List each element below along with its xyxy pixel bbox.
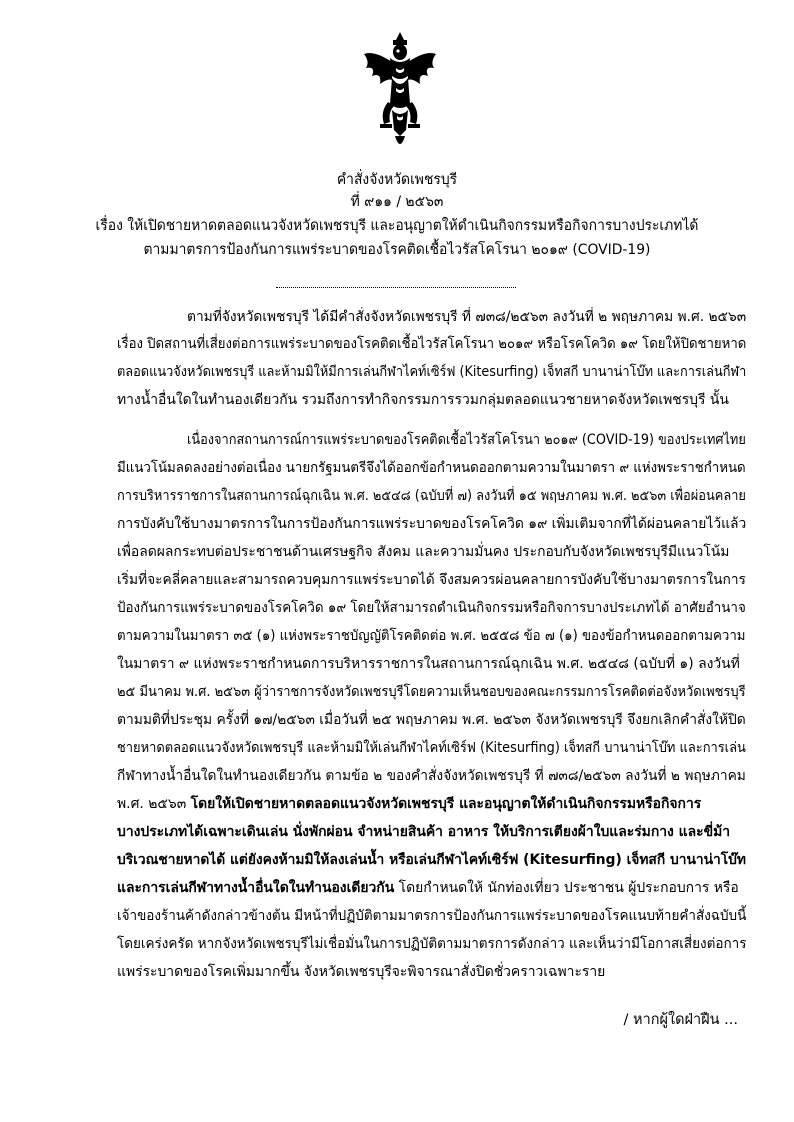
paragraph-2-line: เจ้าของร้านค้าดังกล่าวข้างต้น มีหน้าที่ปฏิบัติตามมาตรการป้องกันการแพร่ระบาดของโรคแนบท้ายคำสั่งฉบับนี้ (117, 908, 747, 924)
paragraph-2-bold-text: โดยให้เปิดชายหาดตลอดแนวจังหวัดเพชรบุรี และอนุญาตให้ดำเนินกิจกรรมหรือกิจการ (190, 796, 702, 812)
paragraph-1-line: ตามที่จังหวัดเพชรบุรี ได้มีคำสั่งจังหวัดเพชรบุรี ที่ ๗๓๘/๒๕๖๓ ลงวันที่ ๒ พฤษภาคม พ.ศ. ๒๕๖๓ (187, 309, 747, 325)
continuation-note: / หากผู้ใดฝ่าฝืน ... (623, 1012, 738, 1028)
subject-line-2: ตามมาตรการป้องกันการแพร่ระบาดของโรคติดเชื้อไวรัสโคโรนา ๒๐๑๙ (COVID-19) (143, 242, 651, 258)
paragraph-2-line: ๒๕ มีนาคม พ.ศ. ๒๕๖๓ ผู้ว่าราชการจังหวัดเพชรบุรีโดยความเห็นชอบของคณะกรรมการโรคติดต่อจังหวัดเพชรบุรี (117, 684, 746, 700)
paragraph-2-bold-line: บริเวณชายหาดได้ แต่ยังคงห้ามมิให้ลงเล่นน้ำ หรือเล่นกีฬาไคท์เซิร์ฟ (Kitesurfing) เจ็ทสกี บานาน่าโบ๊ท (117, 852, 747, 868)
paragraph-2-line: เริ่มที่จะคลี่คลายและสามารถควบคุมการแพร่ระบาดได้ จึงสมควรผ่อนคลายการบังคับใช้บางมาตรการในการ (117, 572, 746, 588)
paragraph-2-line: เนื่องจากสถานการณ์การแพร่ระบาดของโรคติดเชื้อไวรัสโคโรนา ๒๐๑๙ (COVID-19) ของประเทศไทย (187, 432, 746, 448)
paragraph-2-line: ป้องกันการแพร่ระบาดของโรคโควิด ๑๙ โดยให้สามารถดำเนินกิจกรรมหรือกิจการบางประเภทได้ อาศัยอำนาจ (117, 600, 746, 616)
paragraph-1-line: ตลอดแนวจังหวัดเพชรบุรี และห้ามมิให้มีการเล่นกีฬาไคท์เซิร์ฟ (Kitesurfing) เจ็ทสกี บานาน่าโบ๊ท และการเล่นกีฬา (117, 364, 747, 380)
paragraph-2-line: การบังคับใช้บางมาตรการในการป้องกันการแพร่ระบาดของโรคโควิด ๑๙ เพิ่มเติมจากที่ได้ผ่อนคลายไว้แล้ว (117, 516, 747, 532)
garuda-emblem-icon (362, 32, 438, 152)
paragraph-2-text: พ.ศ. ๒๕๖๓ (117, 796, 191, 812)
paragraph-2-line: การบริหารราชการในสถานการณ์ฉุกเฉิน พ.ศ. ๒๕๔๘ (ฉบับที่ ๗) ลงวันที่ ๑๕ พฤษภาคม พ.ศ. ๒๕๖๓ เพื่อผ่อนคลาย (117, 488, 746, 504)
paragraph-2-line: โดยเคร่งครัด หากจังหวัดเพชรบุรีไม่เชื่อมั่นในการปฏิบัติตามมาตรการดังกล่าว และเห็นว่ามีโอกาสเสี่ยงต่อการ (117, 936, 747, 952)
paragraph-2-line: มีแนวโน้มลดลงอย่างต่อเนื่อง นายกรัฐมนตรีจึงได้ออกข้อกำหนดออกตามความในมาตรา ๙ แห่งพระราชกำหนด (117, 460, 746, 476)
paragraph-2-line: ชายหาดตลอดแนวจังหวัดเพชรบุรี และห้ามมิให้เล่นกีฬาไคท์เซิร์ฟ (Kitesurfing) เจ็ทสกี บานาน่าโบ๊ท และการเล่น (117, 740, 746, 756)
paragraph-2-line: ในมาตรา ๙ แห่งพระราชกำหนดการบริหารราชการในสถานการณ์ฉุกเฉิน พ.ศ. ๒๕๔๘ (ฉบับที่ ๑) ลงวันที่ (117, 656, 740, 672)
subject-line-1: เรื่อง ให้เปิดชายหาดตลอดแนวจังหวัดเพชรบุรี และอนุญาตให้ดำเนินกิจกรรมหรือกิจการบางประเภทได้ (95, 218, 699, 234)
paragraph-2-line (117, 798, 701, 812)
paragraph-1-line: ทางน้ำอื่นใดในทำนองเดียวกัน รวมถึงการทำกิจกรรมการรวมกลุ่มตลอดแนวชายหาดจังหวัดเพชรบุรี นั้น (117, 392, 729, 408)
paragraph-2-line: ตามมติที่ประชุม ครั้งที่ ๑๗/๒๕๖๓ เมื่อวันที่ ๒๕ พฤษภาคม พ.ศ. ๒๕๖๓ จังหวัดเพชรบุรี จึงยกเลิกคำสั่งให้ปิด (117, 712, 746, 728)
separator-dotted-line (276, 287, 516, 288)
paragraph-2-line: เพื่อลดผลกระทบต่อประชาชนด้านเศรษฐกิจ สังคม และความมั่นคง ประกอบกับจังหวัดเพชรบุรีมีแนวโน้ม (117, 544, 730, 560)
paragraph-2-bold-line: บางประเภทได้เฉพาะเดินเล่น นั่งพักผ่อน จำหน่ายสินค้า อาหาร ให้บริการเตียงผ้าใบและร่มกาง และขี่ม้า (117, 824, 731, 840)
paragraph-2-line (117, 882, 739, 896)
paragraph-2-bold-text: และการเล่นกีฬาทางน้ำอื่นใดในทำนองเดียวกัน (117, 880, 395, 896)
paragraph-2-line: แพร่ระบาดของโรคเพิ่มมากขึ้น จังหวัดเพชรบุรีจะพิจารณาสั่งปิดชั่วคราวเฉพาะราย (117, 964, 606, 980)
order-title: คำสั่งจังหวัดเพชรบุรี (336, 172, 458, 188)
paragraph-2-line: กีฬาทางน้ำอื่นใดในทำนองเดียวกัน ตามข้อ ๒ ของคำสั่งจังหวัดเพชรบุรี ที่ ๗๓๘/๒๕๖๓ ลงวันที่ ๒ พฤษภาคม (117, 768, 746, 784)
paragraph-1-line: เรื่อง ปิดสถานที่เสี่ยงต่อการแพร่ระบาดของโรคติดเชื้อไวรัสโคโรนา ๒๐๑๙ หรือโรคโควิด ๑๙ โดยให้ปิดชายหาด (117, 336, 747, 352)
paragraph-2-line: ตามความในมาตรา ๓๕ (๑) แห่งพระราชบัญญัติโรคติดต่อ พ.ศ. ๒๕๕๘ ข้อ ๗ (๑) ของข้อกำหนดออกตามความ (117, 628, 746, 644)
order-number: ที่ ๙๑๑ / ๒๕๖๓ (350, 194, 444, 210)
paragraph-2-text: โดยกำหนดให้ นักท่องเที่ยว ประชาชน ผู้ประกอบการ หรือ (394, 880, 739, 896)
